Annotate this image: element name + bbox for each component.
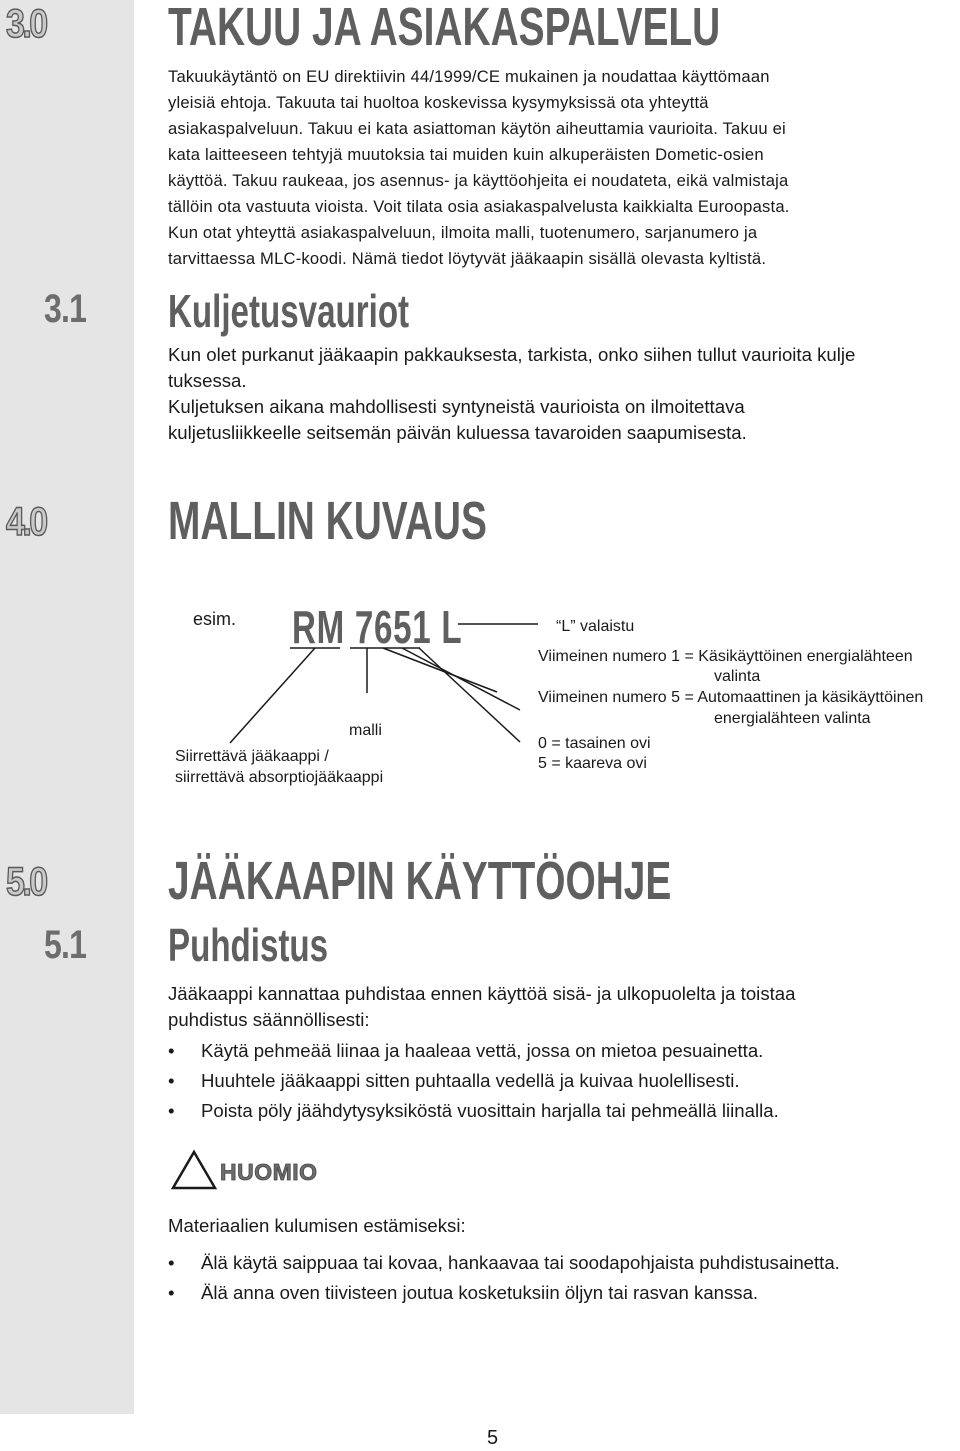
text-line: Takuukäytäntö on EU direktiivin 44/1999/CE mukainen ja noudattaa käyttömaan (168, 67, 770, 86)
text-line: tuksessa. (168, 370, 247, 391)
digit-1-leader-line (383, 648, 497, 692)
text-line: yleisiä ehtoja. Takuuta tai huoltoa koskevissa kysymyksissä ota yhteyttä (168, 93, 709, 112)
warning-intro (168, 1213, 958, 1239)
text-line: Kun olet purkanut jääkaapin pakkauksesta, tarkista, onko siihen tullut vaurioita kulje (168, 344, 856, 365)
warning-list (168, 1250, 958, 1310)
page-number: 5 (487, 1427, 499, 1449)
malli-label: malli (349, 722, 382, 739)
example-label: esim. (193, 609, 237, 629)
door-flat-label: 0 = tasainen ovi (538, 735, 651, 752)
rm-meaning-line-b: siirrettävä absorptiojääkaappi (175, 769, 384, 786)
rm-meaning-line-a: Siirrettävä jääkaappi / (175, 748, 329, 765)
section-title-3-1: Kuljetusvauriot (168, 285, 410, 337)
rm-leader-line (230, 648, 315, 743)
cleaning-list (168, 1038, 958, 1128)
text-line: asiakaspalveluun. Takuu ei kata asiattoman käytön aiheuttamia vaurioita. Takuu ei (168, 119, 786, 138)
section-number-3-0: 3.0 (6, 2, 46, 46)
section-number-3-1: 3.1 (44, 287, 87, 331)
cleaning-intro (168, 981, 958, 1033)
text-line: kata laitteeseen tehtyjä muutoksia tai muiden kuin alkuperäisten Dometic-osien (168, 145, 764, 164)
text-line: Kuljetuksen aikana mahdollisesti syntyneistä vaurioista on ilmoitettava (168, 396, 745, 417)
section-number-5-0: 5.0 (6, 860, 46, 904)
list-item: • Huuhtele jääkaappi sitten puhtaalla vedellä ja kuivaa huolellisesti. (168, 1068, 958, 1098)
section-number-5-1: 5.1 (44, 923, 87, 967)
warning-triangle-icon (170, 1149, 218, 1191)
text-line: tällöin ota vastuuta vioista. Voit tilata osia asiakaspalvelusta kaikkialta Euroopasta. (168, 197, 790, 216)
list-item: • Älä anna oven tiivisteen joutua kosketuksiin öljyn tai rasvan kanssa. (168, 1280, 958, 1310)
digit-3-leader-line (419, 648, 520, 742)
last-digit-1-line-b: valinta (714, 668, 761, 685)
last-digit-5-line-a: Viimeinen numero 5 = Automaattinen ja käsikäyttöinen (538, 689, 924, 706)
section-title-3-0: TAKUU JA ASIAKASPALVELU (168, 0, 721, 57)
last-digit-5-line-b: energialähteen valinta (714, 710, 871, 727)
section-number-4-0: 4.0 (6, 500, 46, 544)
text-line: Jääkaappi kannattaa puhdistaa ennen käyttöä sisä- ja ulkopuolelta ja toistaa (168, 983, 796, 1004)
section-title-5-1: Puhdistus (168, 919, 329, 971)
list-item: • Käytä pehmeää liinaa ja haaleaa vettä, jossa on mietoa pesuainetta. (168, 1038, 958, 1068)
model-code: RM 7651 L (292, 601, 463, 653)
section-title-4-0: MALLIN KUVAUS (168, 491, 487, 551)
list-item: • Älä käytä saippuaa tai kovaa, hankaavaa tai soodapohjaista puhdistusainetta. (168, 1250, 958, 1280)
text-line: kuljetusliikkeelle seitsemän päivän kuluessa tavaroiden saapumisesta. (168, 422, 747, 443)
list-item: • Poista pöly jäähdytysyksiköstä vuosittain harjalla tai pehmeällä liinalla. (168, 1098, 958, 1128)
warning-label: HUOMIO (220, 1159, 318, 1185)
l-illumination-label: “L” valaistu (556, 618, 635, 635)
section-title-5-0: JÄÄKAAPIN KÄYTTÖOHJE (168, 851, 672, 911)
text-line: puhdistus säännöllisesti: (168, 1009, 370, 1030)
last-digit-1-line-a: Viimeinen numero 1 = Käsikäyttöinen energialähteen (538, 648, 913, 665)
digit-2-leader-line (402, 648, 520, 710)
text-line: käyttöä. Takuu raukeaa, jos asennus- ja käyttöohjeita ei noudateta, eikä valmistaja (168, 171, 789, 190)
text-line: Materiaalien kulumisen estämiseksi: (168, 1215, 466, 1236)
door-curved-label: 5 = kaareva ovi (538, 755, 647, 772)
text-line: Kun otat yhteyttä asiakaspalveluun, ilmoita malli, tuotenumero, sarjanumero ja (168, 223, 758, 242)
text-line: tarvittaessa MLC-koodi. Nämä tiedot löytyvät jääkaapin sisällä olevasta kyltistä. (168, 249, 767, 268)
